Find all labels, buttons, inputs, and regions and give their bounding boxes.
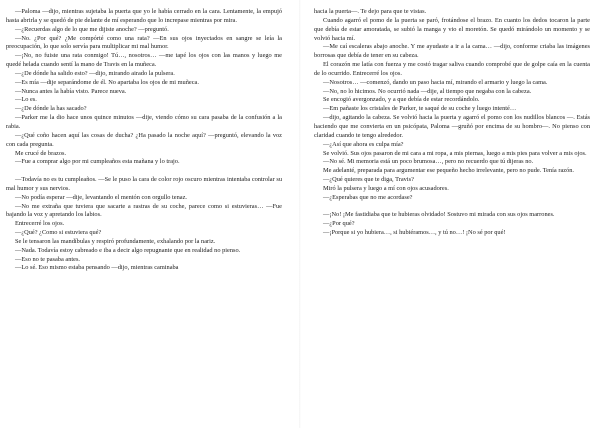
paragraph: —Nunca antes la había visto. Parece nueva.: [15, 87, 127, 95]
paragraph: —No, no lo hicimos. No ocurrió nada —dije, al tiempo que negaba con la cabeza.: [323, 87, 532, 95]
paragraph: —¡No, no fuiste una rata conmigo! Tú…, nosotros… —me tapé los ojos con las manos y luego me quedé helada cuando sentí la mano de Travis en la muñeca.: [6, 52, 282, 69]
paragraph: —Parker me la dio hace unos quince minutos —dije, viendo cómo su cara pasaba de la confusión a la rabia.: [6, 114, 282, 130]
paragraph: Cuando agarró el pomo de la puerta se paró, frotándose el brazo. En cuanto los dedos tocaron la parte que debía de estar amoratada, se subió la manga y vio el moretón. Se quedó mirándolo un momento y se volvió hacia mí.: [314, 16, 590, 42]
paragraph: —¿De dónde la has sacado?: [15, 105, 87, 113]
paragraph: —Nada. Todavía estoy cabreado e iba a decir algo repugnante que en realidad no pienso.: [15, 246, 241, 254]
right-page: [314, 8, 590, 238]
paragraph: —Lo es.: [15, 96, 37, 104]
paragraph: —Em pañaste los cristales de Parker, te saqué de su coche y luego intenté…: [323, 105, 517, 113]
paragraph: —No. ¿Por qué? ¿Me compórté como una rata? —En sus ojos inyectados en sangre se leía la preocupación, lo que solo servía para multiplicar mi mal humor.: [6, 34, 282, 51]
paragraph: —¿Así que ahora es culpa mía?: [323, 140, 404, 148]
paragraph: Me crucé de brazos.: [15, 149, 67, 157]
paragraph: —Es mía —dije separándome de él. No apartaba los ojos de mi muñeca.: [15, 78, 199, 86]
left-page: [6, 8, 282, 273]
paragraph: —¿Esperabas que no me acordase?: [323, 193, 413, 201]
paragraph: —¿Qué? ¿Como si estuviera qué?: [15, 229, 102, 237]
paragraph: Me adelanté, preparada para argumentar ese pequeño hecho irrelevante, pero no pude. Tenía razón.: [323, 167, 575, 175]
paragraph: —Todavía no es tu cumpleaños. —Se le puso la cara de color rojo oscuro mientras intentaba controlar su mal humor y sus nervios.: [6, 175, 282, 192]
paragraph: Se volvió. Sus ojos pasaron de mi cara a mi ropa, a mis piernas, luego a mis pies para volver a mis ojos.: [323, 149, 587, 157]
paragraph: —¿De dónde ha salido esto? —dijo, mirando airado la pulsera.: [15, 69, 175, 77]
paragraph: Entrecerré los ojos.: [15, 220, 65, 228]
paragraph: Se le tensaron las mandíbulas y respiró profundamente, exhalando por la nariz.: [15, 237, 216, 245]
paragraph: —¿Qué quieres que te diga, Travis?: [323, 176, 414, 184]
paragraph: —¿Por qué?: [323, 220, 355, 228]
paragraph: —¡Porque si yo hubiera…, si hubiéramos…, y tú no…! ¡No sé por qué!: [323, 229, 506, 237]
paragraph: —Eso no te pasaba antes.: [15, 255, 81, 263]
paragraph: —No me extraña que tuviera que sacarte a rastras de su coche, parece como si estuvieras… —Fue bajando la voz y apretando los labios.: [6, 202, 282, 219]
paragraph: hacia la puerta—. Te dejo para que te vistas.: [314, 8, 427, 15]
paragraph: El corazón me latía con fuerza y me costó tragar saliva cuando comprobé que de golpe caía en la cuenta de lo ocurrido. Entrecerré los ojos.: [314, 61, 590, 77]
paragraph: —Lo sé. Eso mismo estaba pensando —dijo, mientras caminaba: [15, 264, 179, 272]
paragraph: —¡No! ¡Me fastidiaba que te hubieras olvidado! Sostuvo mi mirada con sus ojos marrones.: [323, 211, 555, 219]
paragraph: —Paloma —dijo, mientras sujetaba la puerta que yo le había cerrado en la cara. Lentamente, la empujó hasta abrirla y se quedó de pie delante de mí esperando que lo increpase mientras por mira.: [6, 8, 282, 24]
paragraph: —No podía esperar —dije, levantando el mentón con orgullo tenaz.: [15, 193, 187, 201]
paragraph: —Nosotros… —comenzó, dando un paso hacia mí, mirando el armario y luego la cama.: [323, 78, 548, 86]
paragraph: —No sé. Mi memoria está un poco brumosa…, pero no recuerdo que tú dijeras no.: [323, 158, 534, 166]
paragraph: Miró la pulsera y luego a mí con ojos acusadores.: [323, 184, 449, 192]
paragraph: —¿Qué coño hacen aquí las cosas de ducha? ¿Ha pasado la noche aquí? —preguntó, elevando la voz con cada pregunta.: [6, 131, 282, 148]
paragraph: —¿Recuerdas algo de lo que me dijiste anoche? —preguntó.: [15, 25, 169, 33]
paragraph: —Fue a comprar algo por mi cumpleaños esta mañana y lo trajo.: [15, 158, 180, 166]
page-gutter: [299, 0, 301, 428]
paragraph: —Me caí escaleras abajo anoche. Y me ayudaste a ir a la cama… —dijo, conforme criaba las imágenes borrosas que debía de tener en su cabeza.: [314, 43, 590, 60]
paragraph: —dijo, agitando la cabeza. Se volvió hacia la puerta y agarró el pomo con los nudillos blancos —. Estás haciendo que me convierta en un psicópata, Paloma —gruñó por encima de su hombro—. No pienso con claridad cuando te tengo alrededor.: [314, 114, 590, 139]
paragraph: Se encogió avergonzado, y a que debía de estar recordándolo.: [323, 96, 480, 104]
